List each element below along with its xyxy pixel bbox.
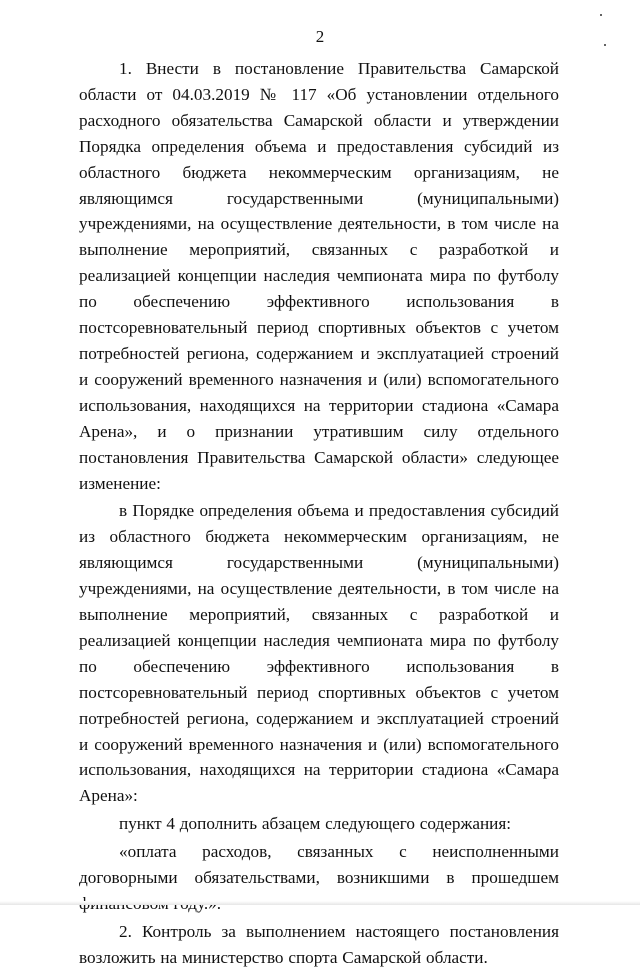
scan-speck <box>604 44 606 46</box>
paragraph-control: 2. Контроль за выполнением настоящего постановления возложить на министерство спорта Самарской области. <box>79 921 559 967</box>
paragraph-procedure: в Порядке определения объема и предоставления субсидий из областного бюджета некоммерческим организациям, не являющимся государственными (муниципальными) учреждениями, на осуществление деятельности, в том числе на выполнение мероприятий, связанных с разработкой и реализацией концепции наследия чемпионата мира по футболу по обеспечению эффективного использования в постсоревновательный период спортивных объектов с учетом потребностей региона, содержанием и эксплуатацией строений и сооружений временного назначения и (или) вспомогательного использования, находящихся на территории стадиона «Самара Арена»: <box>79 501 559 806</box>
page-number: 2 <box>315 27 325 46</box>
scan-edge <box>0 901 640 905</box>
paragraph-point-4: пункт 4 дополнить абзацем следующего содержания: <box>119 814 512 834</box>
document-body <box>79 56 559 971</box>
scan-speck <box>600 14 602 16</box>
paragraph-new-text: «оплата расходов, связанных с неисполненными договорными обязательствами, возникшими в прошедшем <box>79 842 559 888</box>
paragraph-amendment: 1. Внести в постановление Правительства Самарской области от 04.03.2019 № 117 «Об установлении отдельного расходного обязательства Самарской области и утверждении Порядка определения объема и предоставления субсидий из областного бюджета некоммерческим организациям, не являющимся государственными (муниципальными) учреждениями, на осуществление деятельности, в том числе на выполнение мероприятий, связанных с разработкой и реализацией концепции наследия чемпионата мира по футболу по обеспечению эффективного использования в постсоревновательный период спортивных объектов с учетом потребностей региона, содержанием и эксплуатацией строений и сооружений временного назначения и (или) вспомогательного использования, находящихся на территории стадиона «Самара Арена», и о признании утратившим силу отдельного постановления Правительства Самарской области» следующее изменение: <box>79 59 559 493</box>
